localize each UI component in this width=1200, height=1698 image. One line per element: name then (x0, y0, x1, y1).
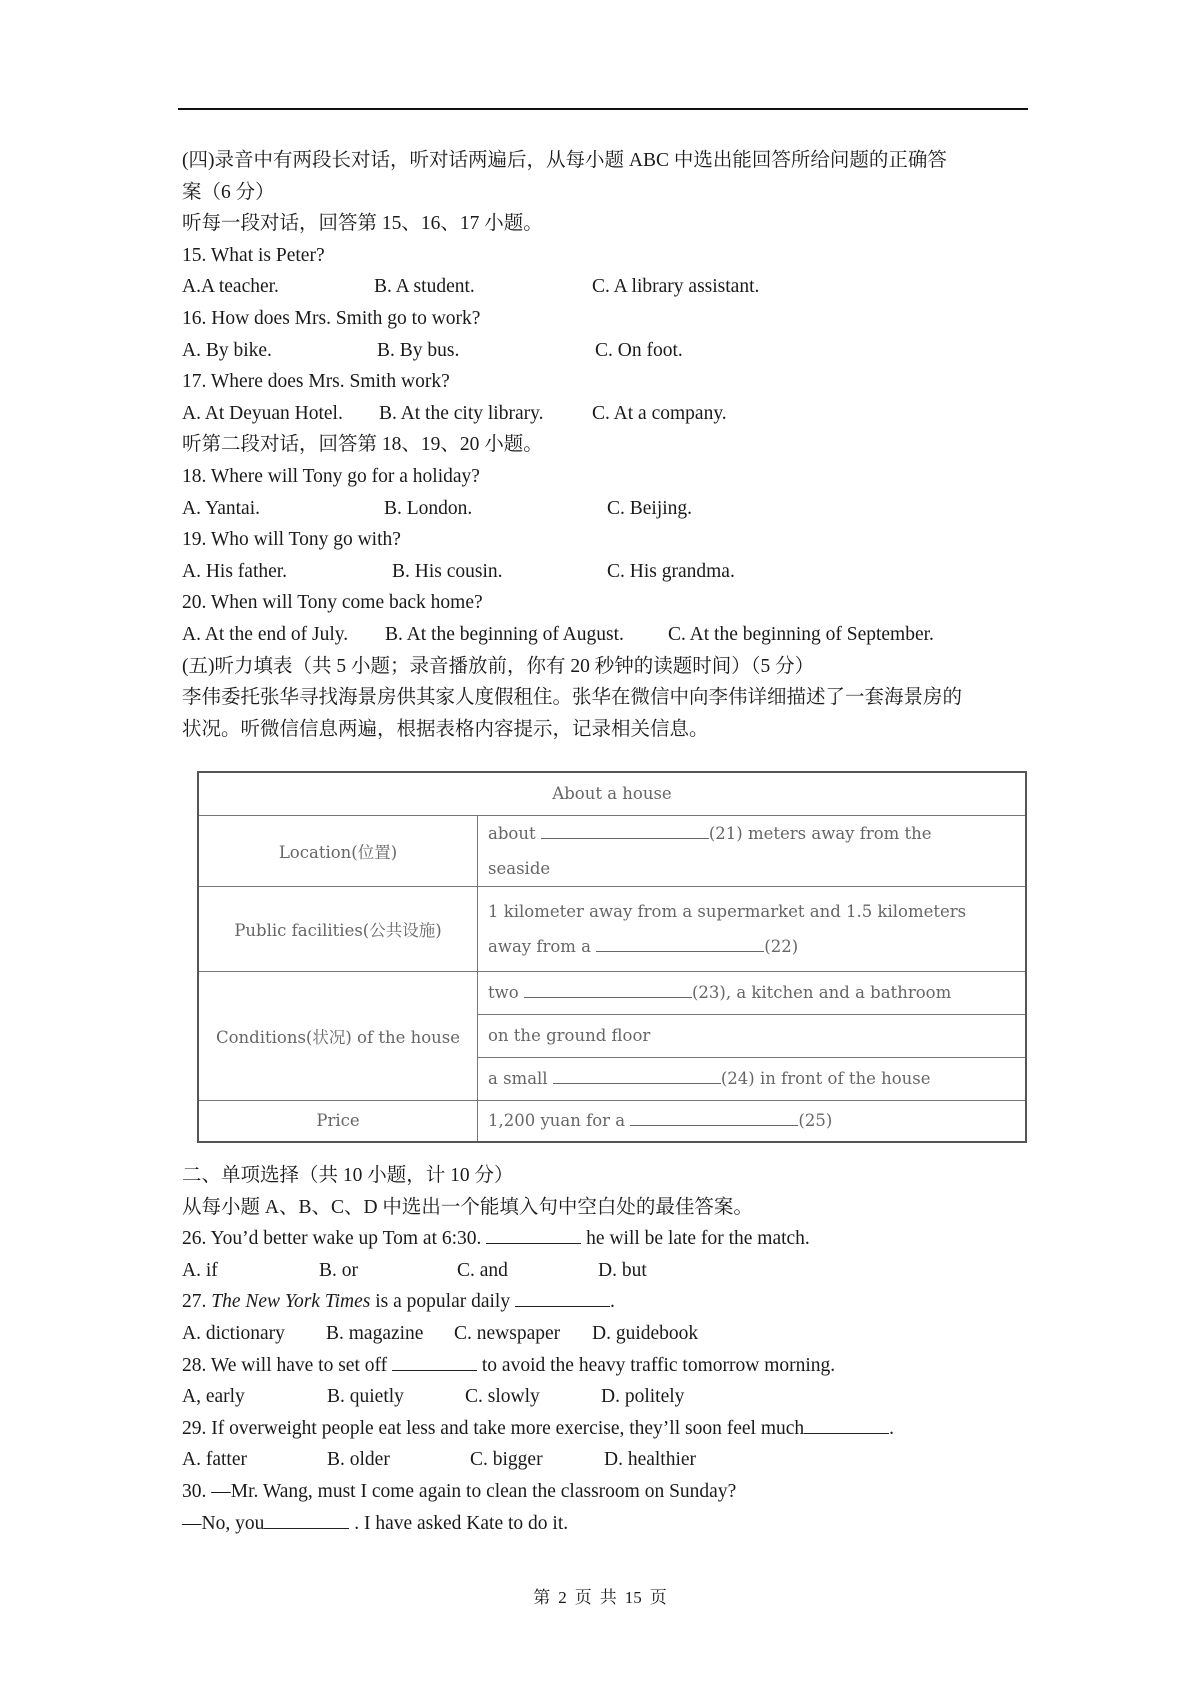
option-d: D. but (598, 1259, 647, 1281)
option-c: C. At a company. (592, 402, 727, 424)
facilities-line2: away from a (22) (488, 929, 1015, 964)
option-c: C. bigger (470, 1449, 543, 1471)
question-20: 20. When will Tony come back home? (182, 592, 483, 614)
question-27: 27. The New York Times is a popular daily . (182, 1286, 1032, 1318)
location-line1: about (21) meters away from the (488, 816, 1015, 851)
option-b: B. London. (384, 497, 473, 519)
question-19: 19. Who will Tony go with? (182, 529, 401, 551)
option-a: A. At Deyuan Hotel. (182, 402, 343, 424)
answer-blank (392, 1350, 477, 1371)
section5-title: (五)听力填表（共 5 小题；录音播放前，你有 20 秒钟的读题时间）（5 分） (182, 655, 815, 677)
price-label: Price (198, 1100, 478, 1142)
option-c: C. On foot. (595, 339, 683, 361)
condition-row-2: on the ground floor (478, 1014, 1027, 1057)
options-28 (182, 1381, 1032, 1413)
answer-blank (264, 1508, 349, 1529)
option-b: B. At the beginning of August. (385, 623, 624, 645)
options-29 (182, 1444, 1032, 1476)
part2-title: 二、单项选择（共 10 小题，计 10 分） (182, 1165, 514, 1186)
facilities-cell (478, 886, 1027, 971)
question-29: 29. If overweight people eat less and take more exercise, they’ll soon feel much . (182, 1413, 1032, 1445)
facilities-label: Public facilities(公共设施) (198, 886, 478, 971)
option-a: A. His father. (182, 560, 288, 582)
option-c: C. slowly (465, 1386, 540, 1408)
option-c: C. His grandma. (607, 560, 735, 582)
question-26: 26. You’d better wake up Tom at 6:30. he will be late for the match. (182, 1223, 1032, 1255)
option-b: B. older (327, 1449, 390, 1471)
dialog1-instruction: 听每一段对话，回答第 15、16、17 小题。 (182, 213, 543, 235)
section4-intro-line1: (四)录音中有两段长对话，听对话两遍后，从每小题 ABC 中选出能回答所给问题的正确答 (182, 150, 947, 171)
blank-21 (541, 820, 709, 839)
question-16: 16. How does Mrs. Smith go to work? (182, 307, 481, 329)
section5-desc-line2: 状况。听微信信息两遍，根据表格内容提示，记录相关信息。 (182, 718, 709, 740)
options-15 (182, 271, 1032, 303)
dialog2-instruction: 听第二段对话，回答第 18、19、20 小题。 (182, 434, 543, 456)
options-20 (182, 619, 1032, 651)
option-d: D. guidebook (592, 1322, 699, 1344)
question-18: 18. Where will Tony go for a holiday? (182, 465, 480, 487)
question-30: 30. —Mr. Wang, must I come again to clean the classroom on Sunday? (182, 1480, 737, 1502)
page-footer: 第 2 页 共 15 页 (533, 1588, 667, 1607)
option-a: A. if (182, 1259, 218, 1281)
options-17 (182, 398, 1032, 430)
house-info-table (197, 771, 1027, 1143)
option-c: C. A library assistant. (592, 276, 760, 298)
option-b: B. A student. (374, 276, 475, 298)
option-a: A. fatter (182, 1449, 247, 1471)
section4-intro-line2: 案（6 分） (182, 181, 275, 203)
location-line2: seaside (488, 858, 551, 878)
option-a: A. At the end of July. (182, 623, 349, 645)
option-c: C. Beijing. (607, 497, 693, 519)
multiple-choice-section (182, 1160, 1032, 1539)
location-label: Location(位置) (198, 815, 478, 886)
answer-blank (515, 1287, 610, 1308)
condition-row-3: a small (24) in front of the house (478, 1057, 1027, 1100)
option-b: B. At the city library. (379, 402, 544, 424)
options-19 (182, 556, 1032, 588)
answer-blank (486, 1224, 581, 1245)
options-18 (182, 493, 1032, 525)
newspaper-title: The New York Times (211, 1291, 371, 1313)
question-28: 28. We will have to set off to avoid the heavy traffic tomorrow morning. (182, 1350, 1032, 1382)
options-27 (182, 1318, 1032, 1350)
answer-blank (804, 1413, 889, 1434)
blank-25 (630, 1107, 798, 1126)
option-d: D. healthier (604, 1449, 697, 1471)
conditions-label: Conditions(状况) of the house (198, 971, 478, 1100)
blank-22 (596, 933, 764, 952)
option-a: A, early (182, 1386, 245, 1408)
option-a: A. Yantai. (182, 497, 261, 519)
option-b: B. or (319, 1259, 358, 1281)
option-b: B. magazine (326, 1322, 424, 1344)
location-cell (478, 815, 1027, 886)
options-26 (182, 1255, 1032, 1287)
condition-row-1: two (23), a kitchen and a bathroom (478, 971, 1027, 1014)
option-c: C. At the beginning of September. (668, 623, 934, 645)
options-16 (182, 335, 1032, 367)
total-pages: 15 (624, 1588, 642, 1607)
header-rule (178, 108, 1028, 110)
option-b: B. His cousin. (392, 560, 503, 582)
blank-23 (524, 979, 692, 998)
option-b: B. quietly (327, 1386, 404, 1408)
price-cell: 1,200 yuan for a (25) (478, 1100, 1027, 1142)
option-b: B. By bus. (377, 339, 460, 361)
question-17: 17. Where does Mrs. Smith work? (182, 371, 450, 393)
option-d: D. politely (601, 1386, 685, 1408)
option-c: C. newspaper (454, 1322, 561, 1344)
option-c: C. and (457, 1259, 508, 1281)
section5-desc-line1: 李伟委托张华寻找海景房供其家人度假租住。张华在微信中向李伟详细描述了一套海景房的 (182, 687, 963, 709)
option-a: A. dictionary (182, 1322, 285, 1344)
option-a: A.A teacher. (182, 276, 279, 298)
listening-section (182, 145, 1032, 745)
question-30-answer: —No, you . I have asked Kate to do it. (182, 1508, 1032, 1540)
table-title: About a house (198, 772, 1026, 815)
page-number: 2 (558, 1588, 567, 1607)
blank-24 (553, 1065, 721, 1084)
option-a: A. By bike. (182, 339, 272, 361)
question-15: 15. What is Peter? (182, 244, 325, 266)
facilities-line1: 1 kilometer away from a supermarket and 1.5 kilometers (488, 901, 967, 921)
part2-instruction: 从每小题 A、B、C、D 中选出一个能填入句中空白处的最佳答案。 (182, 1196, 753, 1218)
